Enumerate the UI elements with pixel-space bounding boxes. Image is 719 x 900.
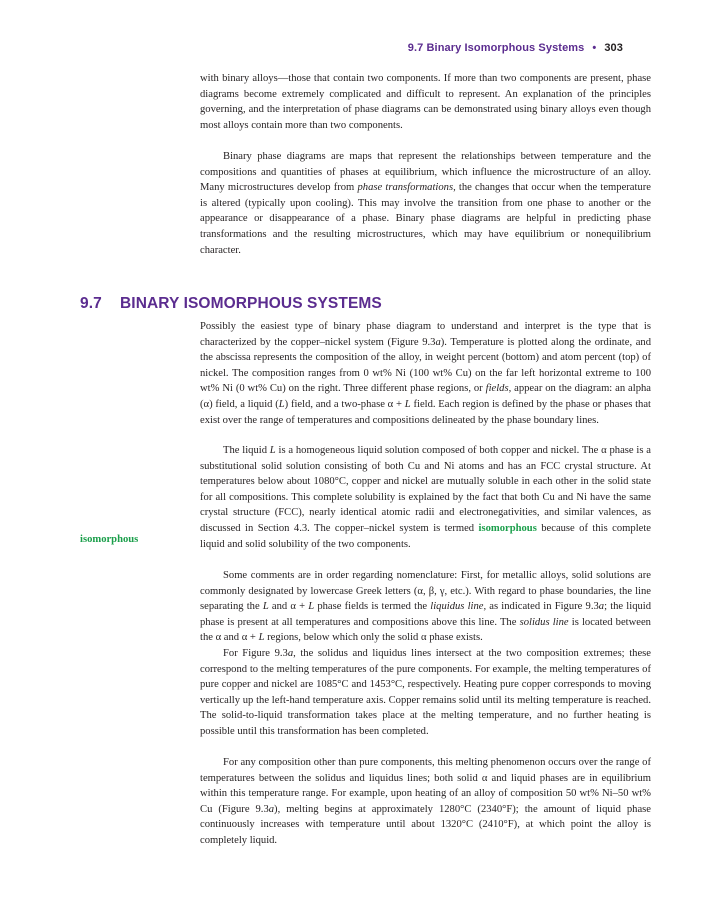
body-paragraph-4: For Figure 9.3a, the solidus and liquidus lines intersect at the two composition extremes; these correspond to the melting temperatures of the pure components. For example, the melting temperatures of pure copper and nickel are 1085°C and 1453°C, respectively. Heating pure copper corresponds to moving vertically up the left-hand temperature axis. Copper remains solid until its melting temperature is reached. The solid-to-liquid transformation takes place at the melting temperature, and no further heating is possible until this transformation has been completed. <box>200 648 651 737</box>
page-number: 303 <box>604 42 623 54</box>
liquidus-line-term: liquidus line, <box>430 601 487 613</box>
body-paragraph-1: Possibly the easiest type of binary phase diagram to understand and interpret is the type that is characterized by the copper–nickel system (Figure 9.3a). Temperature is plotted along the ordinate, and the abscissa represents the composition of the alloy, in weight percent (bottom) and atom percent (top) of nickel. The composition ranges from 0 wt% Ni (100 wt% Cu) on the far left horizontal extreme to 100 wt% Ni (0 wt% Cu) on the right. Three different phase regions, or fields, appear on the diagram: an alpha (α) field, a liquid (L) field, and a two-phase α + L field. Each region is defined by the phase or phases that exist over the range of temperatures and compositions delineated by the phase boundary lines. <box>200 321 652 426</box>
header-section-title: 9.7 Binary Isomorphous Systems <box>407 42 585 54</box>
body-paragraph-2: The liquid L is a homogeneous liquid solution composed of both copper and nickel. The α phase is a substitutional solid solution consisting of both Cu and Ni atoms and has an FCC crystal structure. At temperatures below about 1080°C, copper and nickel are mutually soluble in each other in the solid state for all compositions. This complete solubility is explained by the fact that both Cu and Ni have the same crystal structure (FCC), nearly identical atomic radii and electronegativities, and similar valences, as discussed in Section 4.3. The copper–nickel system is termed isomorphous because of this complete liquid and solid solubility of the two components. <box>200 445 651 550</box>
section-number: 9.7 <box>80 295 102 312</box>
body-paragraph-3: Some comments are in order regarding nomenclature: First, for metallic alloys, solid solutions are commonly designated by lowercase Greek letters (α, β, γ, etc.). With regard to phase boundaries, the line separating the L and α + L phase fields is termed the liquidus line, as indicated in Figure 9.3a; the liquid phase is present at all temperatures and compositions above this line. The solidus line is located between the α and α + L regions, below which only the solid α phase exists. <box>200 570 652 644</box>
section-title-text: BINARY ISOMORPHOUS SYSTEMS <box>120 295 382 312</box>
header-separator: • <box>592 42 597 54</box>
intro-paragraph-1: with binary alloys—those that contain two components. If more than two components are present, phase diagrams become extremely complicated and difficult to represent. An explanation of the principles governing, and the interpretation of phase diagrams can be demonstrated using binary alloys even though most alloys contain more than two components. <box>200 73 651 131</box>
intro-paragraph-2: Binary phase diagrams are maps that represent the relationships between temperature and the compositions and quantities of phases at equilibrium, which influence the microstructure of an alloy. Many microstructures develop from phase transformations, the changes that occur when the temperature is altered (typically upon cooling). This may involve the transition from one phase to another or the appearance or disappearance of a phase. Binary phase diagrams are helpful in predicting phase transformations and the resulting microstructures, which may have equilibrium or nonequilibrium character. <box>200 151 651 256</box>
isomorphous-term: isomorphous <box>478 522 537 534</box>
body-paragraph-5: For any composition other than pure components, this melting phenomenon occurs over the range of temperatures between the solidus and liquidus lines; both solid α and liquid phases are in equilibrium within this temperature range. For example, upon heating of an alloy of composition 50 wt% Ni–50 wt% Cu (Figure 9.3a), melting begins at approximately 1280°C (2340°F); the amount of liquid phase continuously increases with temperature until about 1320°C (2410°F), at which point the alloy is completely liquid. <box>200 757 651 846</box>
running-header <box>408 42 623 54</box>
fields-term: fields, <box>485 383 512 395</box>
solidus-line-term: solidus line <box>519 616 569 628</box>
section-heading <box>80 295 382 313</box>
margin-glossary-term: isomorphous <box>80 534 139 545</box>
phase-transformations-term: phase transformations, <box>357 182 456 194</box>
